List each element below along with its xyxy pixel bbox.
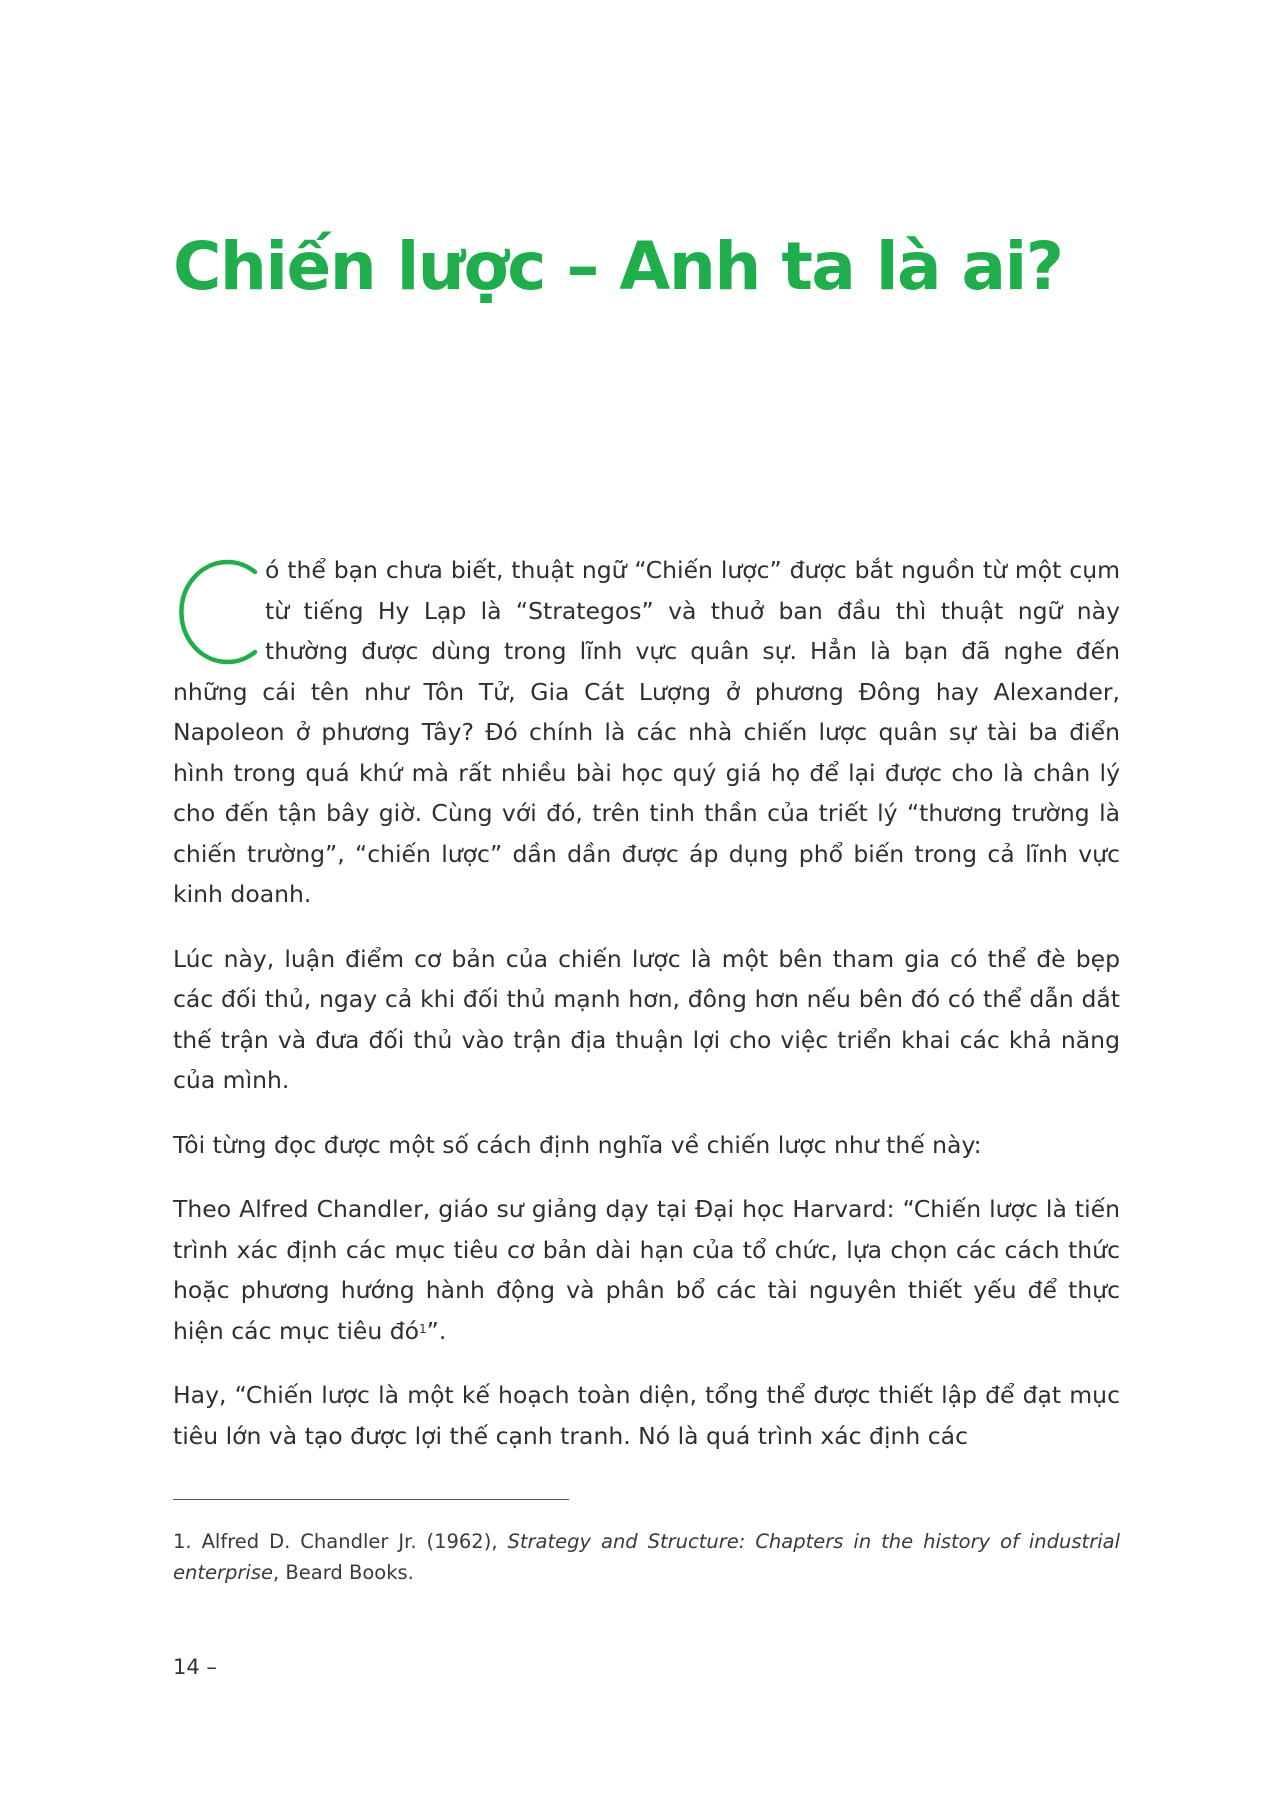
paragraph-2: Lúc này, luận điểm cơ bản của chiến lược là một bên tham gia có thể đè bẹp các đối thủ, ngay cả khi đối thủ mạnh hơn, đông hơn nếu bên đó có thể dẫn dắt thế trận và đưa đối thủ vào trận địa thuận lợi cho việc triển khai các khả năng của mình. [173,944,1120,1094]
drop-cap-letter-graphic [173,554,265,670]
footnote-reference[interactable]: 1 [419,1321,427,1336]
footnote-suffix: , Beard Books. [273,1561,414,1584]
paragraph-4 [173,1189,1120,1351]
body-text [173,550,1120,1480]
paragraph-5: Hay, “Chiến lược là một kế hoạch toàn diện, tổng thể được thiết lập để đạt mục tiêu lớn và tạo được lợi thế cạnh tranh. Nó là quá trình xác định các [173,1381,1120,1450]
drop-cap [173,554,265,670]
chapter-title: Chiến lược – Anh ta là ai? [173,228,1063,305]
paragraph-3: Tôi từng đọc được một số cách định nghĩa về chiến lược như thế này: [173,1130,982,1159]
page-number: 14 – [173,1655,217,1679]
paragraph-4-text: Theo Alfred Chandler, giáo sư giảng dạy tại Đại học Harvard: “Chiến lược là tiến trình xác định các mục tiêu cơ bản dài hạn của tổ chức, lựa chọn các cách thức hoặc phương hướng hành động và phân bổ các tài nguyên thiết yếu để thực hiện các mục tiêu đó [173,1195,1120,1345]
paragraph-1 [173,550,1120,915]
footnote-book-title: Strategy and Structure: Chapters in the history of industrial enterprise [173,1530,1121,1584]
paragraph-4-end: ”. [426,1316,447,1345]
paragraph-1-text: ó thể bạn chưa biết, thuật ngữ “Chiến lược” được bắt nguồn từ một cụm từ tiếng Hy Lạp là “Strategos” và thuở ban đầu thì thuật ngữ này thường được dùng trong lĩnh vực quân sự. Hẳn là bạn đã nghe đến những cái tên như Tôn Tử, Gia Cát Lượng ở phương Đông hay Alexander, Napoleon ở phương Tây? Đó chính là các nhà chiến lược quân sự tài ba điển hình trong quá khứ mà rất nhiều bài học quý giá họ để lại được cho là chân lý cho đến tận bây giờ. Cùng với đó, trên tinh thần của triết lý “thương trường là chiến trường”, “chiến lược” dần dần được áp dụng phổ biến trong cả lĩnh vực kinh doanh. [173,556,1120,908]
footnote [173,1526,1120,1588]
footnote-divider [173,1499,569,1500]
footnote-prefix: 1. Alfred D. Chandler Jr. (1962), [173,1530,508,1553]
